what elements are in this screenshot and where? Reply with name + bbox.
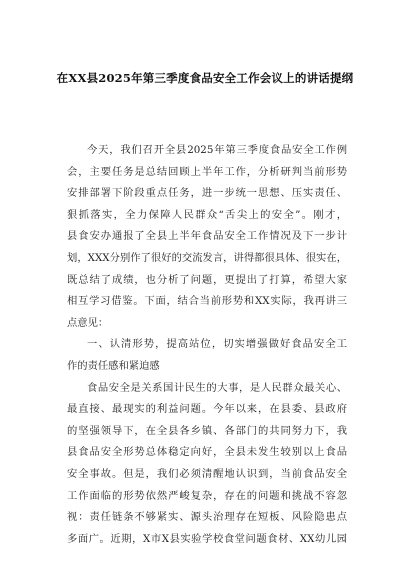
body-line: 多面广。近期，X市X县实验学校食堂问题食材、XX幼儿园: [67, 532, 347, 545]
body-line: 相互学习借鉴。下面，结合当前形势和XX实际，我再讲三: [67, 295, 347, 308]
body-line: 视：责任链条不够紧实、源头治理存在短板、风险隐患点: [67, 511, 347, 524]
body-line: 既总结了成绩，也分析了问题，更提出了打算，希望大家: [67, 273, 347, 286]
section-heading-line: 一、认清形势，提高站位，切实增强做好食品安全工: [87, 338, 347, 351]
body-line: 工作面临的形势依然严峻复杂，存在的问题和挑战不容忽: [67, 489, 347, 502]
body-line: 划，XXX分别作了很好的交流发言，讲得都很具体、很实在，: [67, 251, 347, 264]
body-line: 的坚强领导下，在全县各乡镇、各部门的共同努力下，我: [67, 424, 347, 437]
body-line: 县食安办通报了全县上半年食品安全工作情况及下一步计: [67, 230, 347, 243]
body-line: 县食品安全形势总体稳定向好，全县未发生较别以上食品: [67, 446, 347, 459]
body-line: 今天，我们召开全县2025年第三季度食品安全工作例: [87, 144, 347, 156]
body-line: 狠抓落实，全力保障人民群众“舌尖上的安全”。刚才，: [67, 208, 347, 221]
body-line: 安排部署下阶段重点任务，进一步统一思想、压实责任、: [67, 187, 347, 200]
document-title: 在XX县2025年第三季度食品安全工作会议上的讲话提纲: [56, 71, 354, 85]
section-heading-line: 作的责任感和紧迫感: [67, 359, 160, 372]
body-line: 最直接、最现实的利益问题。今年以来，在县委、县政府: [67, 403, 347, 416]
document-body: [67, 140, 347, 550]
body-line: 食品安全是关系国计民生的大事，是人民群众最关心、: [87, 381, 347, 394]
body-line: 安全事故。但是，我们必须清醒地认识到，当前食品安全: [67, 467, 347, 480]
body-line: 会，主要任务是总结回顾上半年工作，分析研判当前形势: [67, 165, 347, 178]
body-line: 点意见：: [67, 316, 109, 329]
